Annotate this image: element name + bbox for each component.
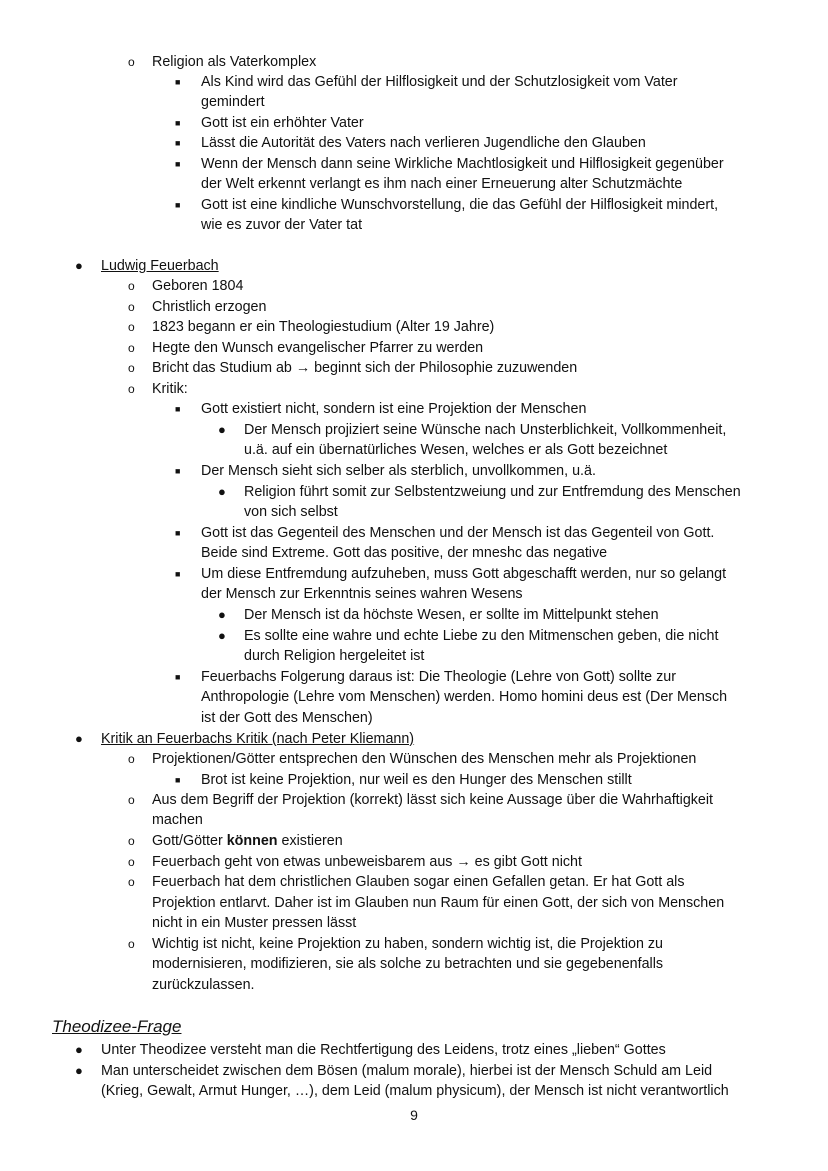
text-line: Als Kind wird das Gefühl der Hilflosigkeit und der Schutzlosigkeit vom Vater bbox=[201, 74, 678, 90]
bullet-circle-icon: o bbox=[128, 382, 135, 396]
bullet-circle-icon: o bbox=[128, 341, 135, 355]
bullet-square-icon: ■ bbox=[175, 775, 181, 785]
bullet-circle-icon: o bbox=[128, 793, 135, 807]
bullet-square-icon: ■ bbox=[175, 200, 181, 210]
text-line: gemindert bbox=[201, 94, 265, 110]
text-line: modernisieren, modifizieren, sie als solche zu betrachten und sie gegebenenfalls bbox=[152, 956, 664, 972]
text-line: Unter Theodizee versteht man die Rechtfertigung des Leidens, trotz eines „lieben“ Gottes bbox=[101, 1042, 666, 1058]
bullet-disc-icon: ● bbox=[75, 258, 83, 273]
text-line: 1823 begann er ein Theologiestudium (Alter 19 Jahre) bbox=[152, 319, 495, 335]
bullet-square-icon: ■ bbox=[175, 77, 181, 87]
bullet-disc-icon: ● bbox=[218, 484, 226, 499]
text-line: Christlich erzogen bbox=[152, 299, 267, 315]
text-line: Beide sind Extreme. Gott das positive, der mneshc das negative bbox=[201, 545, 608, 561]
bullet-circle-icon: o bbox=[128, 55, 135, 69]
text-line: Hegte den Wunsch evangelischer Pfarrer zu werden bbox=[152, 340, 484, 356]
bullet-disc-icon: ● bbox=[218, 607, 226, 622]
text-line: Der Mensch projiziert seine Wünsche nach Unsterblichkeit, Vollkommenheit, bbox=[244, 422, 727, 438]
section-heading-theodizee: Theodizee-Frage bbox=[52, 1017, 182, 1036]
text-line: von sich selbst bbox=[244, 504, 338, 520]
bullet-circle-icon: o bbox=[128, 752, 135, 766]
text-line: u.ä. auf ein übernatürliches Wesen, welches er als Gott bezeichnet bbox=[244, 442, 668, 458]
text-line: Projektionen/Götter entsprechen den Wünschen des Menschen mehr als Projektionen bbox=[152, 751, 697, 767]
text-line: ist der Gott des Menschen) bbox=[201, 710, 373, 726]
text-line: machen bbox=[152, 812, 203, 828]
text-line: Religion führt somit zur Selbstentzweiung und zur Entfremdung des Menschen bbox=[244, 484, 741, 500]
bullet-disc-icon: ● bbox=[75, 731, 83, 746]
bullet-disc-icon: ● bbox=[75, 1063, 83, 1078]
text-line: Wenn der Mensch dann seine Wirkliche Machtlosigkeit und Hilflosigkeit gegenüber bbox=[201, 156, 724, 172]
bullet-disc-icon: ● bbox=[75, 1042, 83, 1057]
text-line: Aus dem Begriff der Projektion (korrekt) lässt sich keine Aussage über die Wahrhaftigkeit bbox=[152, 792, 714, 808]
text-line: Brot ist keine Projektion, nur weil es den Hunger des Menschen stillt bbox=[201, 772, 632, 788]
text-line: Gott/Götter können existieren bbox=[152, 833, 343, 849]
bullet-circle-icon: o bbox=[128, 834, 135, 848]
text-line: Feuerbachs Folgerung daraus ist: Die Theologie (Lehre von Gott) sollte zur bbox=[201, 669, 676, 685]
text-line: Der Mensch sieht sich selber als sterblich, unvollkommen, u.ä. bbox=[201, 463, 596, 479]
text-line: Lässt die Autorität des Vaters nach verlieren Jugendliche den Glauben bbox=[201, 135, 646, 151]
text-line: Gott ist das Gegenteil des Menschen und der Mensch ist das Gegenteil von Gott. bbox=[201, 525, 715, 541]
bullet-circle-icon: o bbox=[128, 875, 135, 889]
text-line: Kritik an Feuerbachs Kritik (nach Peter Kliemann) bbox=[101, 731, 415, 747]
bullet-disc-icon: ● bbox=[218, 628, 226, 643]
bullet-square-icon: ■ bbox=[175, 569, 181, 579]
text-line: Gott ist eine kindliche Wunschvorstellung, die das Gefühl der Hilflosigkeit mindert, bbox=[201, 197, 719, 213]
bullet-circle-icon: o bbox=[128, 855, 135, 869]
text-line: Ludwig Feuerbach bbox=[101, 258, 219, 274]
page-number: 9 bbox=[410, 1107, 418, 1123]
text-line: Feuerbach geht von etwas unbeweisbarem aus → es gibt Gott nicht bbox=[152, 854, 582, 870]
text-line: durch Religion hergeleitet ist bbox=[244, 648, 425, 664]
text-line: Gott ist ein erhöhter Vater bbox=[201, 115, 364, 131]
bullet-square-icon: ■ bbox=[175, 528, 181, 538]
bullet-circle-icon: o bbox=[128, 279, 135, 293]
text-line: Kritik: bbox=[152, 381, 188, 397]
bullet-square-icon: ■ bbox=[175, 466, 181, 476]
bullet-square-icon: ■ bbox=[175, 159, 181, 169]
text-line: (Krieg, Gewalt, Armut Hunger, …), dem Leid (malum physicum), der Mensch ist nicht verantwortlich bbox=[101, 1083, 729, 1099]
text-line: der Mensch zur Erkenntnis seines wahren Wesens bbox=[201, 586, 523, 602]
text-line: wie es zuvor der Vater tat bbox=[201, 217, 363, 233]
text-line: Projektion entlarvt. Daher ist im Glauben nun Raum für einen Gott, der sich von Menschen bbox=[152, 895, 725, 911]
text-line: Es sollte eine wahre und echte Liebe zu den Mitmenschen geben, die nicht bbox=[244, 628, 719, 644]
text-line: Geboren 1804 bbox=[152, 278, 244, 294]
bullet-disc-icon: ● bbox=[218, 422, 226, 437]
bullet-circle-icon: o bbox=[128, 361, 135, 375]
text-line: Wichtig ist nicht, keine Projektion zu haben, sondern wichtig ist, die Projektion zu bbox=[152, 936, 663, 952]
text-line: Der Mensch ist da höchste Wesen, er sollte im Mittelpunkt stehen bbox=[244, 607, 659, 623]
text-line: nicht in ein Muster pressen lässt bbox=[152, 915, 357, 931]
text-line: Religion als Vaterkomplex bbox=[152, 54, 317, 70]
bullet-square-icon: ■ bbox=[175, 672, 181, 682]
text-line: Bricht das Studium ab → beginnt sich der Philosophie zuzuwenden bbox=[152, 360, 578, 376]
bullet-circle-icon: o bbox=[128, 320, 135, 334]
bullet-square-icon: ■ bbox=[175, 118, 181, 128]
bullet-circle-icon: o bbox=[128, 300, 135, 314]
text-line: Um diese Entfremdung aufzuheben, muss Gott abgeschafft werden, nur so gelangt bbox=[201, 566, 727, 582]
bullet-square-icon: ■ bbox=[175, 138, 181, 148]
bullet-circle-icon: o bbox=[128, 937, 135, 951]
bullet-square-icon: ■ bbox=[175, 404, 181, 414]
text-line: Feuerbach hat dem christlichen Glauben sogar einen Gefallen getan. Er hat Gott als bbox=[152, 874, 685, 890]
text-line: zurückzulassen. bbox=[152, 977, 255, 993]
text-line: Man unterscheidet zwischen dem Bösen (malum morale), hierbei ist der Mensch Schuld am Leid bbox=[101, 1063, 713, 1079]
bold-text: können bbox=[226, 833, 278, 849]
text-line: Gott existiert nicht, sondern ist eine Projektion der Menschen bbox=[201, 401, 587, 417]
text-line: der Welt erkennt verlangt es ihm nach einer Erneuerung alter Schutzmächte bbox=[201, 176, 683, 192]
text-line: Anthropologie (Lehre vom Menschen) werden. Homo homini deus est (Der Mensch bbox=[201, 689, 728, 705]
